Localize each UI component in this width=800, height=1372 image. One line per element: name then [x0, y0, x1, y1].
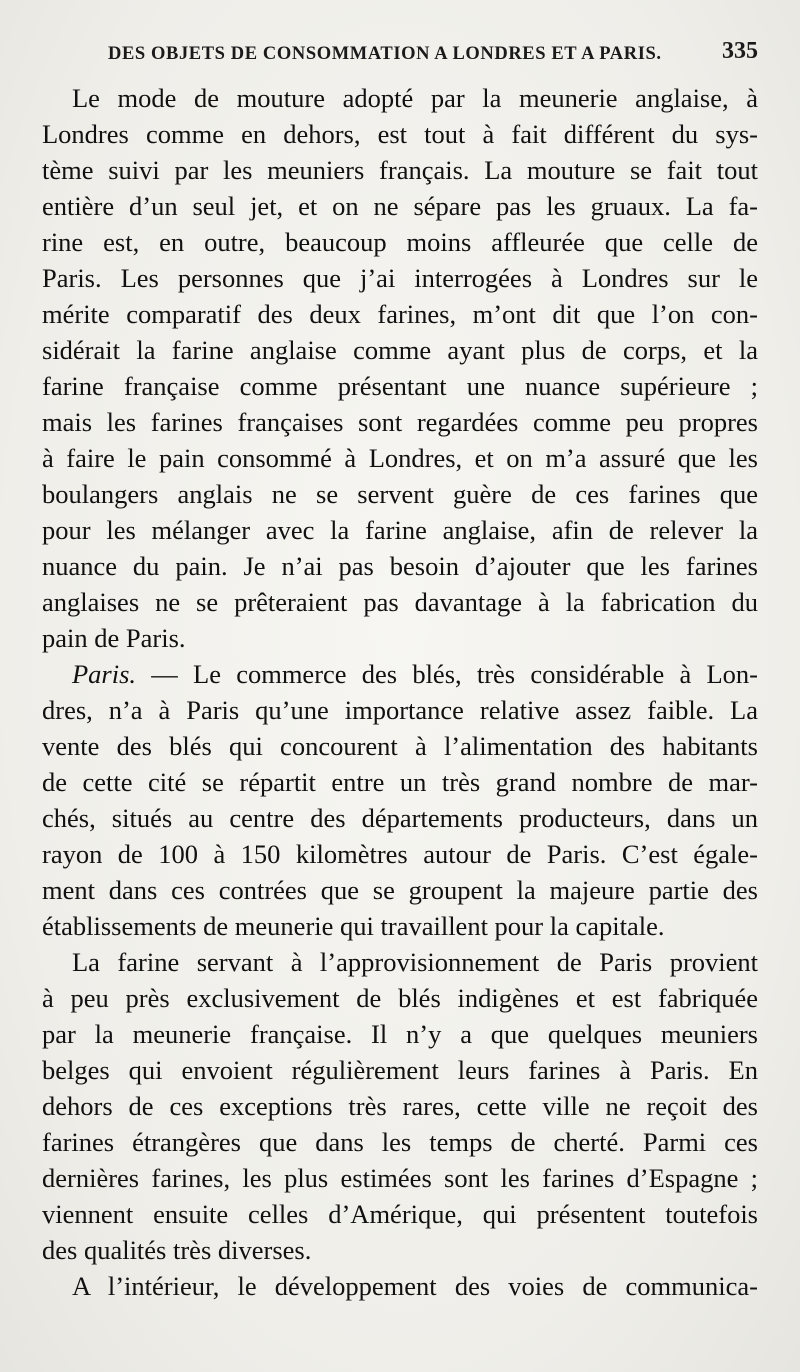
text-line: anglaises ne se prêteraient pas davantage à la fabrication du [42, 587, 758, 617]
page-number: 335 [722, 38, 758, 64]
section-label: Paris. [72, 659, 137, 689]
page-header [108, 38, 758, 72]
text-line: Paris. Les personnes que j’ai interrogées à Londres sur le [42, 263, 758, 293]
section-text: — Le commerce des blés, très considérable à Lon- [136, 659, 758, 689]
running-title: DES OBJETS DE CONSOMMATION A LONDRES ET A PARIS. [108, 44, 662, 64]
text-line: belges qui envoient régulièrement leurs farines à Paris. En [42, 1055, 758, 1085]
text-line: dres, n’a à Paris qu’une importance relative assez faible. La [42, 695, 758, 725]
text-line: de cette cité se répartit entre un très grand nombre de mar- [42, 767, 758, 797]
text-line-section-start [42, 656, 758, 692]
text-line: A l’intérieur, le développement des voies de communica- [72, 1271, 758, 1301]
text-line: pour les mélanger avec la farine anglaise, afin de relever la [42, 515, 758, 545]
text-line: mérite comparatif des deux farines, m’ont dit que l’on con- [42, 299, 758, 329]
text-line: par la meunerie française. Il n’y a que quelques meuniers [42, 1019, 758, 1049]
text-line: Londres comme en dehors, est tout à fait différent du sys- [42, 119, 758, 149]
text-line: dehors de ces exceptions très rares, cette ville ne reçoit des [42, 1091, 758, 1121]
text-line: vente des blés qui concourent à l’alimentation des habitants [42, 731, 758, 761]
text-line: Le mode de mouture adopté par la meunerie anglaise, à [72, 83, 758, 113]
text-line: mais les farines françaises sont regardées comme peu propres [42, 407, 758, 437]
text-line: viennent ensuite celles d’Amérique, qui présentent toutefois [42, 1199, 758, 1229]
text-line: La farine servant à l’approvisionnement de Paris provient [72, 947, 758, 977]
text-line: établissements de meunerie qui travaillent pour la capitale. [42, 911, 665, 941]
text-line: à faire le pain consommé à Londres, et on m’a assuré que les [42, 443, 758, 473]
text-line: rine est, en outre, beaucoup moins affleurée que celle de [42, 227, 758, 257]
text-line: des qualités très diverses. [42, 1235, 312, 1265]
text-line: nuance du pain. Je n’ai pas besoin d’ajouter que les farines [42, 551, 758, 581]
text-line: farines étrangères que dans les temps de cherté. Parmi ces [42, 1127, 758, 1157]
text-line: sidérait la farine anglaise comme ayant plus de corps, et la [42, 335, 758, 365]
text-line: chés, situés au centre des départements producteurs, dans un [42, 803, 758, 833]
text-line: boulangers anglais ne se servent guère de ces farines que [42, 479, 758, 509]
text-line: tème suivi par les meuniers français. La mouture se fait tout [42, 155, 758, 185]
text-line: pain de Paris. [42, 623, 186, 653]
body-text [42, 80, 758, 1304]
text-line: ment dans ces contrées que se groupent la majeure partie des [42, 875, 758, 905]
text-line: entière d’un seul jet, et on ne sépare pas les gruaux. La fa- [42, 191, 758, 221]
text-line: rayon de 100 à 150 kilomètres autour de Paris. C’est égale- [42, 839, 758, 869]
text-line: à peu près exclusivement de blés indigènes et est fabriquée [42, 983, 758, 1013]
text-line: farine française comme présentant une nuance supérieure ; [42, 371, 758, 401]
text-line: dernières farines, les plus estimées sont les farines d’Espagne ; [42, 1163, 758, 1193]
